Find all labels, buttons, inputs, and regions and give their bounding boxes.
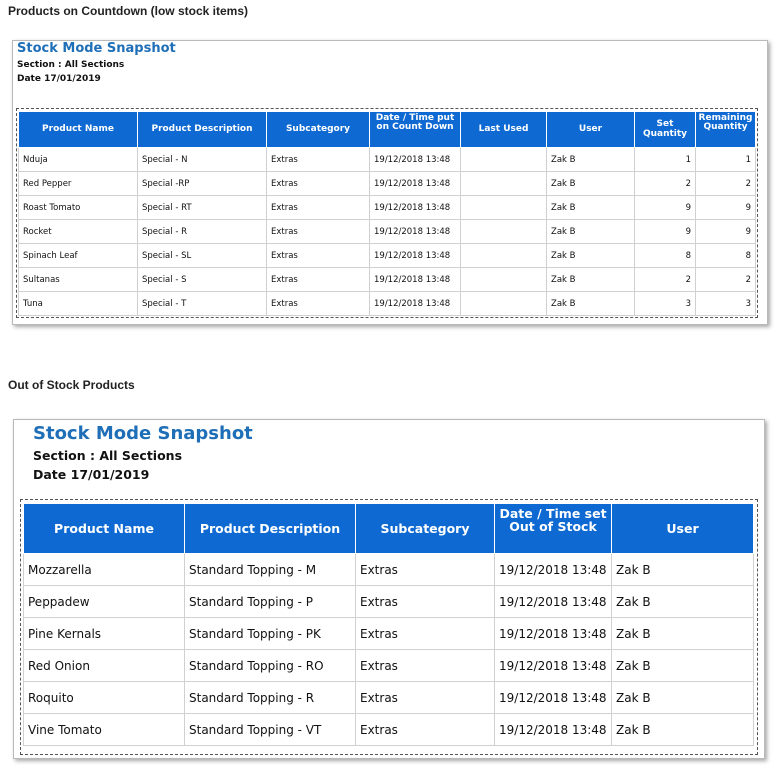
col-header-product-description[interactable]: Product Description xyxy=(185,504,356,554)
cell-user: Zak B xyxy=(547,268,635,292)
cell-product-name: Mozzarella xyxy=(24,554,185,586)
cell-product-name: Peppadew xyxy=(24,586,185,618)
cell-user: Zak B xyxy=(612,682,754,714)
out-of-stock-table xyxy=(23,503,754,746)
col-header-user[interactable]: User xyxy=(612,504,754,554)
cell-subcategory: Extras xyxy=(267,244,370,268)
cell-user: Zak B xyxy=(547,244,635,268)
cell-last-used xyxy=(461,148,547,172)
col-header-remaining-quantity[interactable]: Remaining Quantity xyxy=(696,112,756,148)
col-header-date-countdown[interactable]: Date / Time put on Count Down xyxy=(370,112,461,148)
cell-date: 19/12/2018 13:48 xyxy=(495,682,612,714)
cell-product-name: Red Onion xyxy=(24,650,185,682)
cell-product-name: Sultanas xyxy=(19,268,138,292)
table-row[interactable] xyxy=(19,244,756,268)
cell-user: Zak B xyxy=(547,148,635,172)
col-header-user[interactable]: User xyxy=(547,112,635,148)
cell-remaining-quantity: 2 xyxy=(696,172,756,196)
cell-subcategory: Extras xyxy=(356,554,495,586)
low-stock-table xyxy=(18,111,756,316)
table-row[interactable] xyxy=(24,682,754,714)
cell-product-name: Spinach Leaf xyxy=(19,244,138,268)
cell-product-description: Standard Topping - PK xyxy=(185,618,356,650)
table-header-row xyxy=(19,112,756,148)
table-row[interactable] xyxy=(24,586,754,618)
cell-subcategory: Extras xyxy=(267,268,370,292)
cell-user: Zak B xyxy=(547,196,635,220)
cell-set-quantity: 2 xyxy=(635,268,696,292)
cell-set-quantity: 2 xyxy=(635,172,696,196)
col-header-date-out-of-stock[interactable]: Date / Time set Out of Stock xyxy=(495,504,612,554)
cell-subcategory: Extras xyxy=(267,220,370,244)
cell-user: Zak B xyxy=(612,554,754,586)
cell-set-quantity: 9 xyxy=(635,196,696,220)
table-row[interactable] xyxy=(24,618,754,650)
cell-user: Zak B xyxy=(612,650,754,682)
cell-subcategory: Extras xyxy=(267,172,370,196)
table-row[interactable] xyxy=(19,292,756,316)
table-row[interactable] xyxy=(24,554,754,586)
cell-user: Zak B xyxy=(612,714,754,746)
col-header-product-description[interactable]: Product Description xyxy=(138,112,267,148)
cell-date: 19/12/2018 13:48 xyxy=(495,618,612,650)
report-section: Section : All Sections xyxy=(17,60,125,70)
cell-product-name: Vine Tomato xyxy=(24,714,185,746)
cell-user: Zak B xyxy=(547,292,635,316)
cell-date: 19/12/2018 13:48 xyxy=(495,586,612,618)
cell-date: 19/12/2018 13:48 xyxy=(495,650,612,682)
cell-product-description: Standard Topping - RO xyxy=(185,650,356,682)
cell-last-used xyxy=(461,196,547,220)
cell-product-description: Special -RP xyxy=(138,172,267,196)
cell-date: 19/12/2018 13:48 xyxy=(370,172,461,196)
cell-product-description: Special - N xyxy=(138,148,267,172)
cell-subcategory: Extras xyxy=(356,682,495,714)
col-header-last-used[interactable]: Last Used xyxy=(461,112,547,148)
cell-product-description: Standard Topping - VT xyxy=(185,714,356,746)
report-title: Stock Mode Snapshot xyxy=(33,423,253,444)
cell-set-quantity: 3 xyxy=(635,292,696,316)
cell-product-name: Pine Kernals xyxy=(24,618,185,650)
cell-date: 19/12/2018 13:48 xyxy=(370,148,461,172)
cell-remaining-quantity: 3 xyxy=(696,292,756,316)
col-header-subcategory[interactable]: Subcategory xyxy=(267,112,370,148)
cell-last-used xyxy=(461,172,547,196)
cell-product-name: Rocket xyxy=(19,220,138,244)
cell-remaining-quantity: 9 xyxy=(696,196,756,220)
cell-subcategory: Extras xyxy=(356,650,495,682)
cell-subcategory: Extras xyxy=(267,148,370,172)
cell-set-quantity: 8 xyxy=(635,244,696,268)
cell-date: 19/12/2018 13:48 xyxy=(495,714,612,746)
cell-last-used xyxy=(461,292,547,316)
report-title: Stock Mode Snapshot xyxy=(17,41,176,56)
cell-product-name: Tuna xyxy=(19,292,138,316)
cell-subcategory: Extras xyxy=(356,714,495,746)
cell-remaining-quantity: 2 xyxy=(696,268,756,292)
cell-last-used xyxy=(461,268,547,292)
cell-subcategory: Extras xyxy=(356,618,495,650)
cell-product-description: Special - T xyxy=(138,292,267,316)
cell-product-name: Roquito xyxy=(24,682,185,714)
cell-product-description: Standard Topping - M xyxy=(185,554,356,586)
cell-product-name: Roast Tomato xyxy=(19,196,138,220)
cell-last-used xyxy=(461,220,547,244)
table-row[interactable] xyxy=(24,650,754,682)
cell-remaining-quantity: 8 xyxy=(696,244,756,268)
cell-date: 19/12/2018 13:48 xyxy=(495,554,612,586)
cell-user: Zak B xyxy=(547,172,635,196)
table-row[interactable] xyxy=(19,172,756,196)
cell-product-name: Red Pepper xyxy=(19,172,138,196)
cell-date: 19/12/2018 13:48 xyxy=(370,292,461,316)
cell-product-description: Special - S xyxy=(138,268,267,292)
cell-subcategory: Extras xyxy=(267,292,370,316)
cell-product-description: Standard Topping - R xyxy=(185,682,356,714)
report-date: Date 17/01/2019 xyxy=(33,467,150,482)
table-row[interactable] xyxy=(19,220,756,244)
table-row[interactable] xyxy=(24,714,754,746)
cell-product-description: Standard Topping - P xyxy=(185,586,356,618)
cell-date: 19/12/2018 13:48 xyxy=(370,196,461,220)
cell-user: Zak B xyxy=(612,618,754,650)
snapshot-card-low-stock xyxy=(12,40,768,325)
cell-user: Zak B xyxy=(547,220,635,244)
cell-product-name: Nduja xyxy=(19,148,138,172)
section-heading-low-stock: Products on Countdown (low stock items) xyxy=(8,4,248,18)
col-header-product-name[interactable]: Product Name xyxy=(24,504,185,554)
cell-set-quantity: 9 xyxy=(635,220,696,244)
report-date: Date 17/01/2019 xyxy=(17,74,101,84)
report-section: Section : All Sections xyxy=(33,448,183,463)
cell-remaining-quantity: 1 xyxy=(696,148,756,172)
table-row[interactable] xyxy=(19,196,756,220)
cell-set-quantity: 1 xyxy=(635,148,696,172)
cell-subcategory: Extras xyxy=(356,586,495,618)
snapshot-card-out-of-stock xyxy=(13,419,765,759)
cell-last-used xyxy=(461,244,547,268)
table-row[interactable] xyxy=(19,148,756,172)
table-header-row xyxy=(24,504,754,554)
col-header-subcategory[interactable]: Subcategory xyxy=(356,504,495,554)
col-header-product-name[interactable]: Product Name xyxy=(19,112,138,148)
cell-user: Zak B xyxy=(612,586,754,618)
cell-remaining-quantity: 9 xyxy=(696,220,756,244)
cell-date: 19/12/2018 13:48 xyxy=(370,244,461,268)
cell-product-description: Special - SL xyxy=(138,244,267,268)
cell-subcategory: Extras xyxy=(267,196,370,220)
cell-product-description: Special - RT xyxy=(138,196,267,220)
section-heading-out-of-stock: Out of Stock Products xyxy=(8,378,135,392)
cell-product-description: Special - R xyxy=(138,220,267,244)
cell-date: 19/12/2018 13:48 xyxy=(370,268,461,292)
cell-date: 19/12/2018 13:48 xyxy=(370,220,461,244)
table-row[interactable] xyxy=(19,268,756,292)
col-header-set-quantity[interactable]: Set Quantity xyxy=(635,112,696,148)
